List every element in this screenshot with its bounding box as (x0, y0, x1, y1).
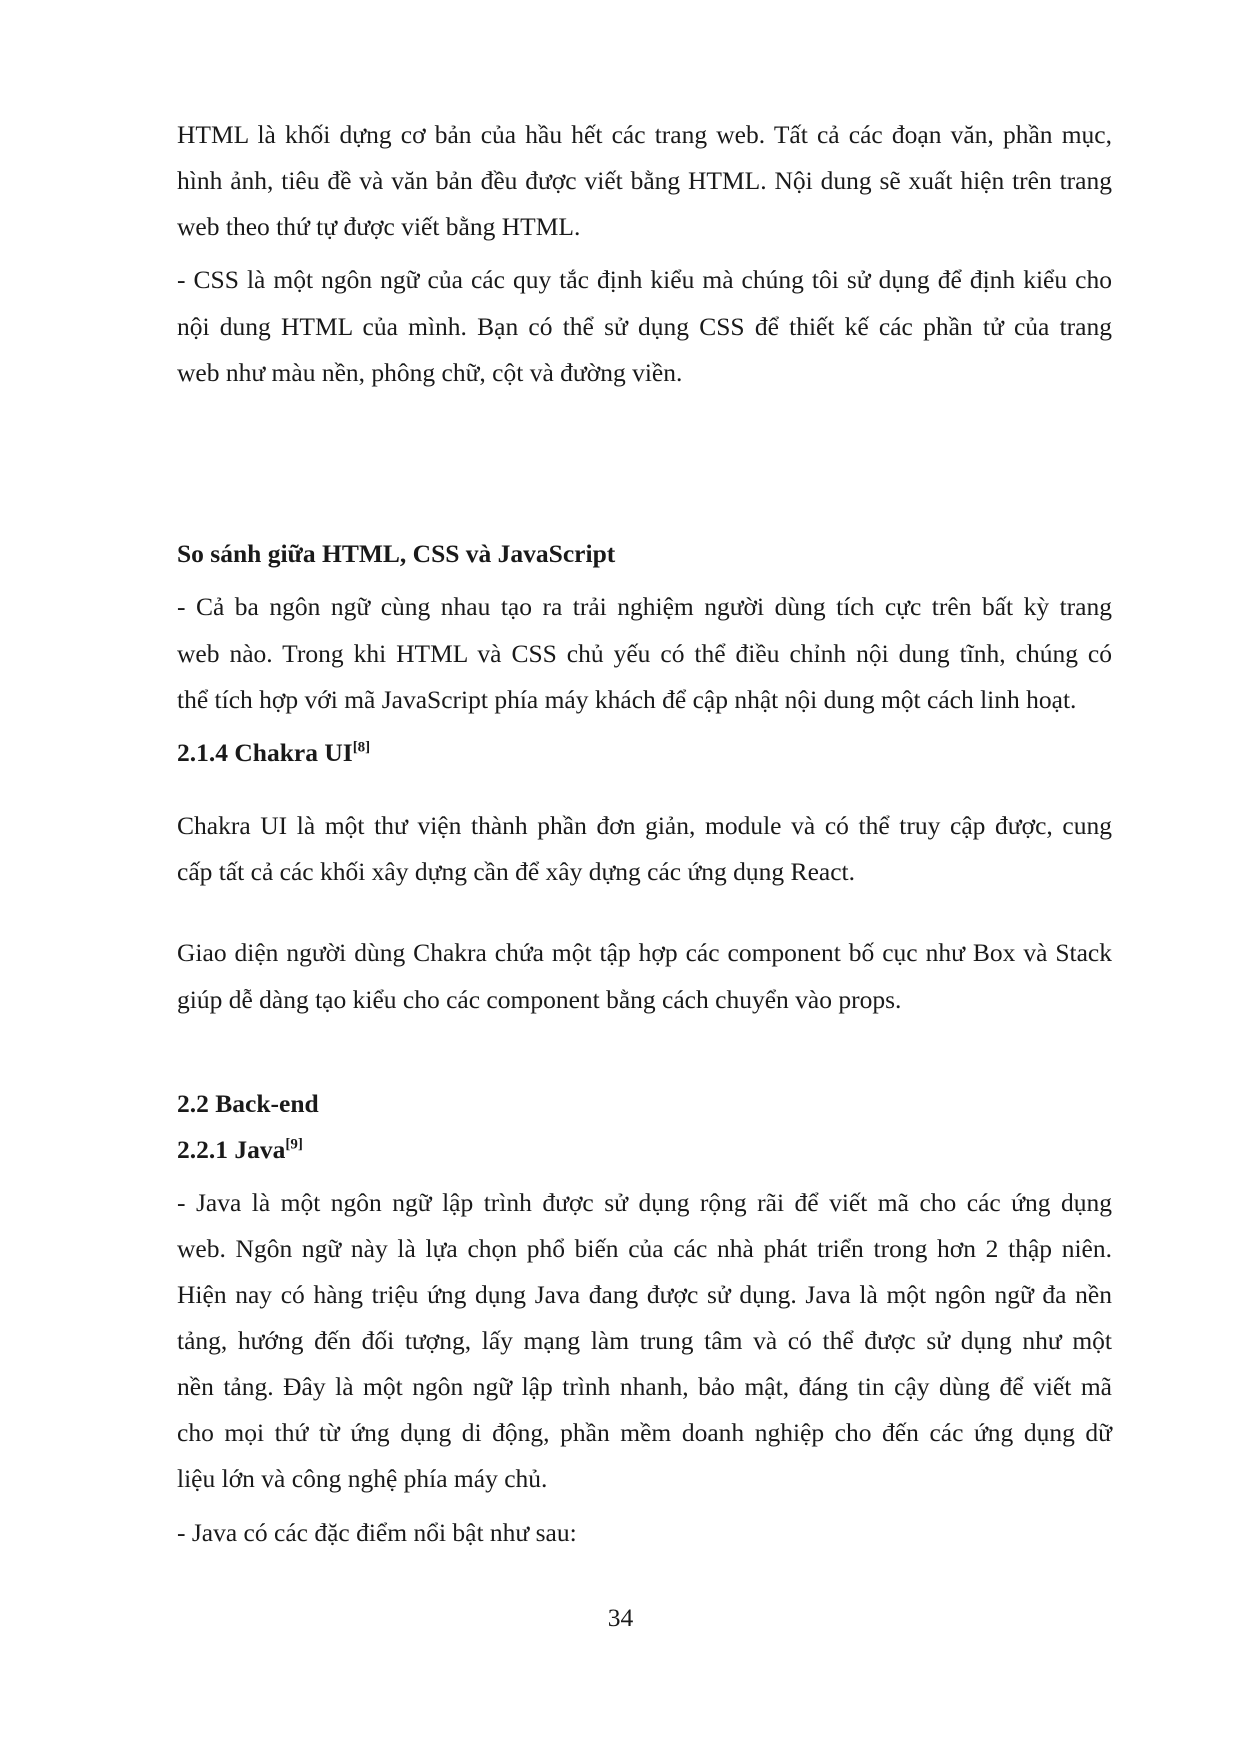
paragraph-line: web nào. Trong khi HTML và CSS chủ yếu có thể điều chỉnh nội dung tĩnh, chúng có (177, 639, 1112, 668)
paragraph-line: nền tảng. Đây là một ngôn ngữ lập trình nhanh, bảo mật, đáng tin cậy dùng để viết mã (177, 1372, 1112, 1401)
heading-text: 2.2.1 Java (177, 1135, 286, 1164)
paragraph-line: web. Ngôn ngữ này là lựa chọn phổ biến của các nhà phát triển trong hơn 2 thập niên. (177, 1234, 1112, 1263)
paragraph-line: - Cả ba ngôn ngữ cùng nhau tạo ra trải nghiệm người dùng tích cực trên bất kỳ trang (177, 592, 1112, 621)
paragraph-line: Giao diện người dùng Chakra chứa một tập hợp các component bố cục như Box và Stack (177, 938, 1112, 967)
citation-ref: [8] (352, 739, 371, 756)
paragraph-line: liệu lớn và công nghệ phía máy chủ. (177, 1464, 548, 1493)
paragraph-line: web theo thứ tự được viết bằng HTML. (177, 212, 581, 241)
paragraph-line: - CSS là một ngôn ngữ của các quy tắc định kiểu mà chúng tôi sử dụng để định kiểu cho (177, 265, 1112, 294)
page-number: 34 (607, 1603, 634, 1632)
paragraph-line: web như màu nền, phông chữ, cột và đường viền. (177, 358, 683, 387)
heading-text: 2.1.4 Chakra UI (177, 738, 353, 767)
paragraph-line: nội dung HTML của mình. Bạn có thể sử dụng CSS để thiết kế các phần tử của trang (177, 312, 1112, 341)
paragraph-line: giúp dễ dàng tạo kiểu cho các component bằng cách chuyển vào props. (177, 985, 902, 1014)
paragraph-line: thể tích hợp với mã JavaScript phía máy khách để cập nhật nội dung một cách linh hoạt. (177, 685, 1077, 714)
paragraph-line: Hiện nay có hàng triệu ứng dụng Java đang được sử dụng. Java là một ngôn ngữ đa nền (177, 1280, 1112, 1309)
paragraph-line: tảng, hướng đến đối tượng, lấy mạng làm trung tâm và có thể được sử dụng như một (177, 1326, 1112, 1355)
citation-ref: [9] (285, 1136, 303, 1153)
paragraph-line: - Java là một ngôn ngữ lập trình được sử dụng rộng rãi để viết mã cho các ứng dụng (177, 1188, 1112, 1217)
paragraph-line: cấp tất cả các khối xây dựng cần để xây dựng các ứng dụng React. (177, 857, 855, 886)
paragraph-line: Chakra UI là một thư viện thành phần đơn giản, module và có thể truy cập được, cung (177, 811, 1112, 840)
section-heading: So sánh giữa HTML, CSS và JavaScript (177, 539, 616, 568)
paragraph-line: hình ảnh, tiêu đề và văn bản đều được viết bằng HTML. Nội dung sẽ xuất hiện trên trang (177, 166, 1112, 195)
paragraph-line: cho mọi thứ từ ứng dụng di động, phần mềm doanh nghiệp cho đến các ứng dụng dữ (177, 1418, 1112, 1447)
paragraph-line: HTML là khối dựng cơ bản của hầu hết các trang web. Tất cả các đoạn văn, phần mục, (177, 120, 1112, 149)
section-heading-backend: 2.2 Back-end (177, 1089, 319, 1118)
subsection-heading-chakra (177, 738, 370, 768)
subsection-heading-java (177, 1135, 303, 1165)
paragraph-line: - Java có các đặc điểm nổi bật như sau: (177, 1518, 577, 1547)
